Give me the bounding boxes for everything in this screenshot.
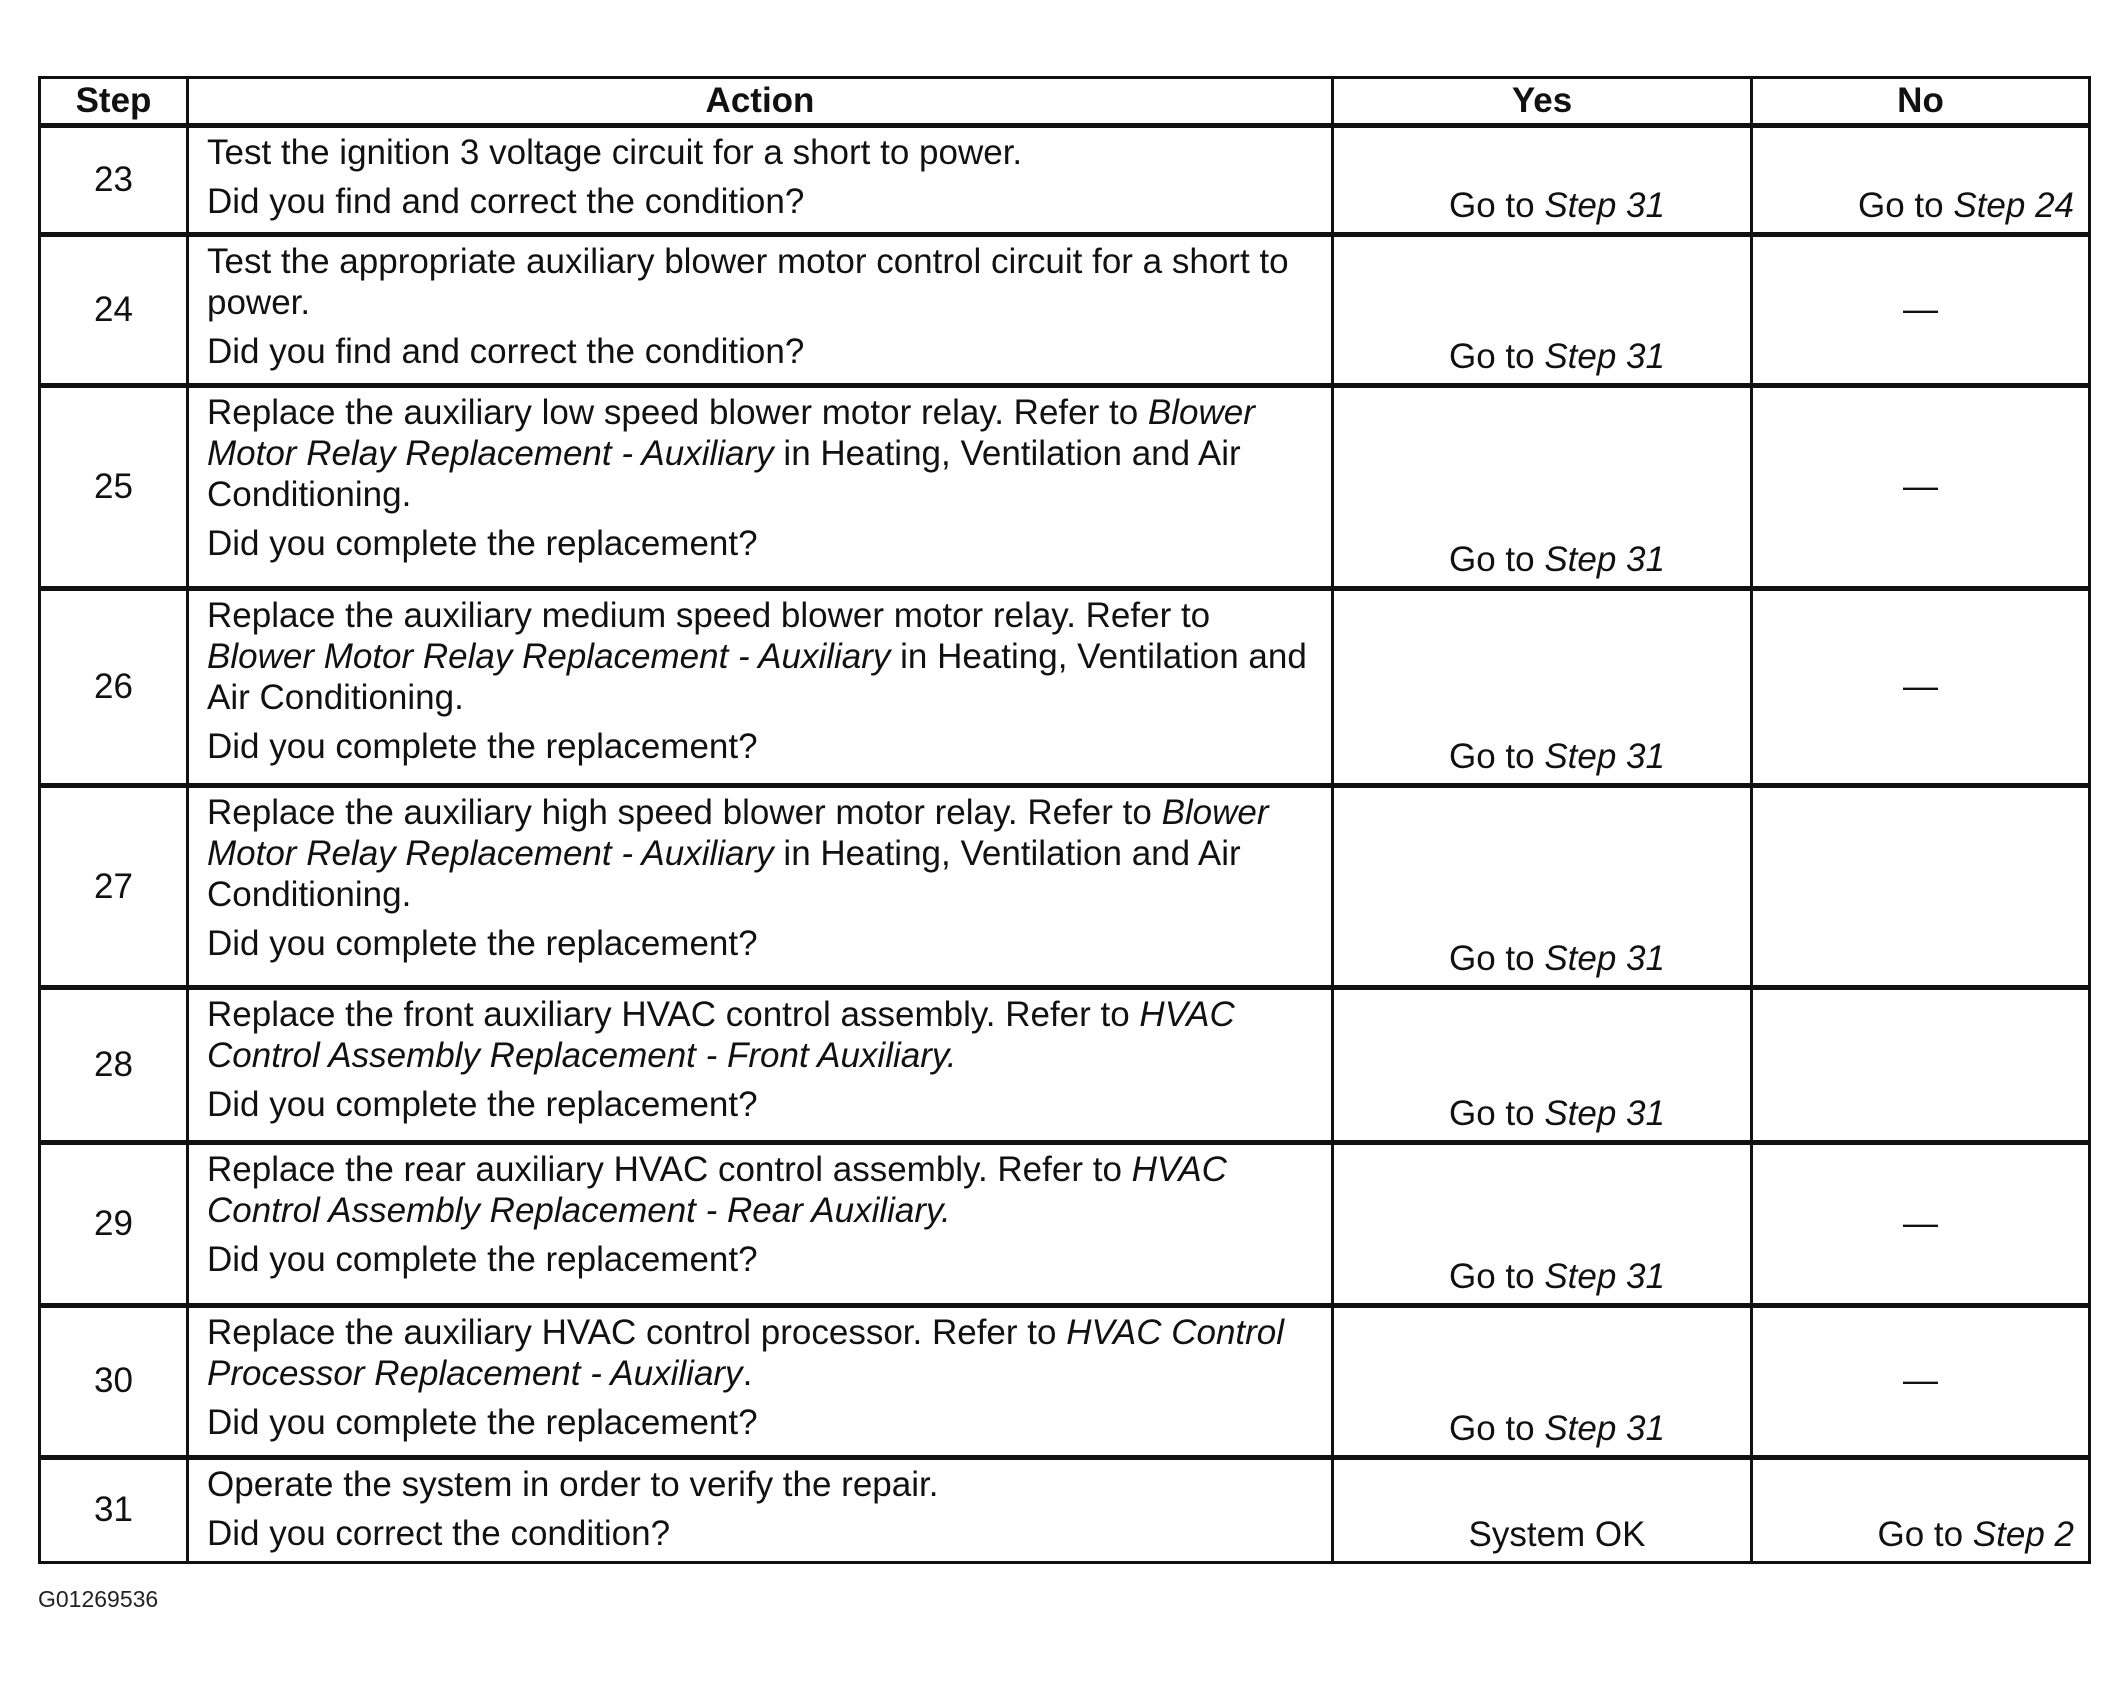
no-result: — (1903, 290, 1938, 330)
yes-step-ref: Step 31 (1544, 337, 1665, 377)
step-description-part: Replace the auxiliary low speed blower motor relay. Refer to (207, 393, 1148, 433)
action-cell (188, 1305, 1333, 1457)
action-cell (188, 785, 1333, 987)
no-step-ref: Step 2 (1972, 1515, 2074, 1554)
yes-prefix: Go to (1449, 539, 1545, 579)
no-cell (1752, 988, 2090, 1143)
no-result: — (1903, 666, 1938, 706)
yes-step-ref: Step 31 (1544, 1256, 1665, 1296)
yes-prefix: Go to (1449, 939, 1545, 979)
yes-cell (1333, 235, 1752, 386)
yes-prefix: Go to (1449, 1094, 1545, 1134)
step-number: 26 (40, 588, 188, 785)
step-description (207, 132, 1313, 173)
yes-cell (1333, 386, 1752, 588)
step-description-part: HVAC Control Assembly Replacement - Rear Auxiliary. (207, 1150, 1227, 1231)
no-cell (1752, 386, 2090, 588)
action-cell (188, 386, 1333, 588)
yes-step-ref: Step 31 (1544, 736, 1665, 776)
header-action: Action (188, 78, 1333, 126)
table-row (40, 235, 2090, 386)
step-description-part: Blower Motor Relay Replacement - Auxiliary (207, 636, 891, 676)
step-description-part: Blower Motor Relay Replacement - Auxiliary (207, 792, 1269, 873)
yes-cell (1333, 1143, 1752, 1305)
yes-step-ref: Step 31 (1544, 1408, 1665, 1448)
no-cell (1752, 1457, 2090, 1562)
yes-cell (1333, 1457, 1752, 1562)
header-row (40, 78, 2090, 126)
header-step: Step (40, 78, 188, 126)
step-question: Did you find and correct the condition? (207, 332, 805, 372)
table-row (40, 1143, 2090, 1305)
step-description-part: Replace the front auxiliary HVAC control assembly. Refer to (207, 995, 1140, 1035)
step-description (207, 392, 1313, 515)
step-description-part: HVAC Control Processor Replacement - Auxiliary (207, 1312, 1285, 1393)
no-cell (1752, 1143, 2090, 1305)
step-description-part: in Heating, Ventilation and Air Conditioning. (207, 833, 1241, 914)
no-cell (1752, 235, 2090, 386)
no-result: — (1903, 466, 1938, 506)
no-step-ref: Step 24 (1953, 186, 2074, 226)
step-description-part: Replace the auxiliary medium speed blower motor relay. Refer to (207, 595, 1211, 635)
yes-prefix: Go to (1449, 186, 1545, 226)
step-description (207, 792, 1313, 915)
step-description (207, 241, 1313, 323)
step-question: Did you complete the replacement? (207, 1085, 758, 1125)
yes-cell (1333, 785, 1752, 987)
yes-prefix: Go to (1449, 1256, 1545, 1296)
yes-step-ref: Step 31 (1544, 186, 1665, 226)
yes-prefix: Go to (1449, 736, 1545, 776)
action-cell (188, 588, 1333, 785)
yes-cell (1333, 588, 1752, 785)
yes-prefix: Go to (1449, 337, 1545, 377)
step-number: 30 (40, 1305, 188, 1457)
step-description-part: Replace the auxiliary HVAC control processor. Refer to (207, 1312, 1067, 1352)
table-row (40, 1305, 2090, 1457)
step-description-part: Test the ignition 3 voltage circuit for a short to power. (207, 133, 1023, 172)
yes-cell (1333, 1305, 1752, 1457)
action-cell (188, 1143, 1333, 1305)
diagnostic-table (38, 76, 2091, 1564)
step-description (207, 1312, 1313, 1394)
step-question: Did you complete the replacement? (207, 923, 758, 963)
action-cell (188, 126, 1333, 235)
step-question: Did you complete the replacement? (207, 1240, 758, 1280)
no-cell (1752, 126, 2090, 235)
yes-step-ref: Step 31 (1544, 939, 1665, 979)
step-description (207, 1149, 1313, 1231)
yes-cell (1333, 988, 1752, 1143)
action-cell (188, 988, 1333, 1143)
table-body (40, 126, 2090, 1563)
action-cell (188, 1457, 1333, 1562)
yes-result: System OK (1468, 1515, 1646, 1554)
step-number: 27 (40, 785, 188, 987)
step-number: 25 (40, 386, 188, 588)
table-row (40, 988, 2090, 1143)
yes-prefix: Go to (1449, 1408, 1545, 1448)
step-description-part: in Heating, Ventilation and Air Conditioning. (207, 636, 1307, 717)
action-cell (188, 235, 1333, 386)
no-cell (1752, 588, 2090, 785)
step-description-part: Blower Motor Relay Replacement - Auxiliary (207, 393, 1255, 474)
step-description-part: . (742, 1353, 753, 1393)
yes-cell (1333, 126, 1752, 235)
step-description (207, 1464, 1313, 1505)
step-question: Did you find and correct the condition? (207, 182, 805, 221)
step-description-part: HVAC Control Assembly Replacement - Front Auxiliary. (207, 995, 1235, 1076)
yes-step-ref: Step 31 (1544, 1094, 1665, 1134)
step-description-part: in Heating, Ventilation and Air Conditioning. (207, 434, 1241, 515)
no-cell (1752, 1305, 2090, 1457)
header-no: No (1752, 78, 2090, 126)
step-description-part: Replace the auxiliary high speed blower motor relay. Refer to (207, 792, 1162, 832)
figure-id: G01269536 (38, 1586, 159, 1612)
step-number: 24 (40, 235, 188, 386)
step-description-part: Test the appropriate auxiliary blower motor control circuit for a short to power. (207, 242, 1289, 323)
step-description-part: Operate the system in order to verify the repair. (207, 1464, 939, 1504)
table-row (40, 386, 2090, 588)
table-row (40, 785, 2090, 987)
table-row (40, 588, 2090, 785)
step-description (207, 994, 1313, 1076)
no-result: — (1903, 1361, 1938, 1401)
step-question: Did you correct the condition? (207, 1513, 671, 1553)
step-description (207, 595, 1313, 718)
step-question: Did you complete the replacement? (207, 726, 758, 766)
step-number: 23 (40, 126, 188, 235)
step-number: 28 (40, 988, 188, 1143)
step-number: 29 (40, 1143, 188, 1305)
step-number: 31 (40, 1457, 188, 1562)
no-prefix: Go to (1858, 186, 1954, 226)
step-description-part: Replace the rear auxiliary HVAC control assembly. Refer to (207, 1150, 1132, 1190)
table-row (40, 126, 2090, 235)
no-result: — (1903, 1203, 1938, 1243)
step-question: Did you complete the replacement? (207, 1402, 758, 1442)
step-question: Did you complete the replacement? (207, 524, 758, 564)
no-prefix: Go to (1877, 1515, 1973, 1554)
table-row (40, 1457, 2090, 1562)
yes-step-ref: Step 31 (1544, 539, 1665, 579)
no-cell (1752, 785, 2090, 987)
header-yes: Yes (1333, 78, 1752, 126)
